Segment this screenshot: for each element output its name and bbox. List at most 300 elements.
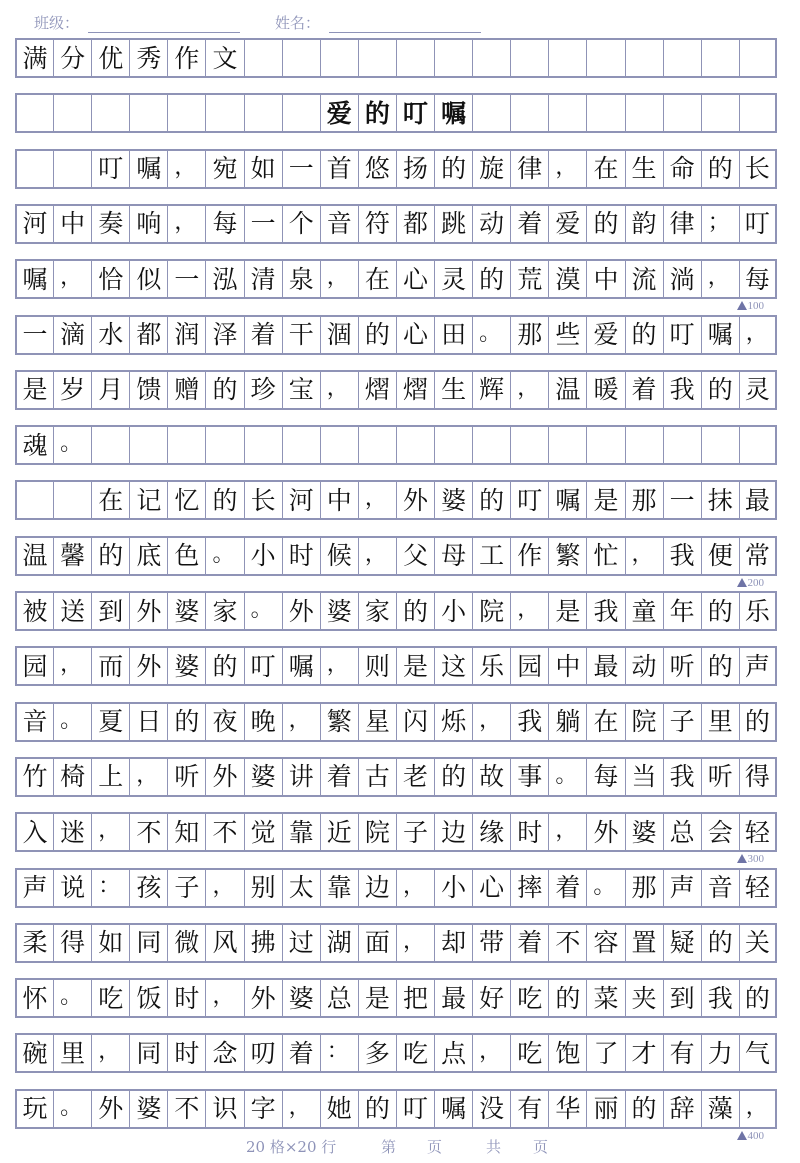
grid-cell: 上 [91, 757, 129, 797]
grid-cell: 闪 [396, 702, 434, 742]
grid-cell: 婆 [282, 978, 320, 1018]
grid-cell: 这 [434, 646, 472, 686]
grid-cell: 园 [15, 646, 53, 686]
grid-cell: 院 [625, 702, 663, 742]
class-label: 班级： [34, 14, 80, 32]
grid-cell: 爱 [586, 315, 624, 355]
grid-cell: 我 [663, 370, 701, 410]
grid-cell: 长 [244, 480, 282, 520]
grid-cell: 说 [53, 868, 91, 908]
grid-cell: 涸 [320, 315, 358, 355]
grid-cell: 藻 [701, 1089, 739, 1129]
grid-cell: 音 [701, 868, 739, 908]
grid-cell: 的 [205, 370, 243, 410]
grid-cell: 疑 [663, 923, 701, 963]
triangle-up-icon [737, 578, 747, 587]
grid-cell: 灵 [739, 370, 777, 410]
grid-cell-empty [434, 425, 472, 465]
grid-cell: ， [472, 1033, 510, 1073]
grid-cell: 着 [510, 204, 548, 244]
grid-cell: 爱 [548, 204, 586, 244]
grid-cell: ， [625, 536, 663, 576]
grid-cell: 力 [701, 1033, 739, 1073]
word-count-label: 400 [747, 1129, 764, 1142]
grid-cell-empty [129, 425, 167, 465]
grid-cell-empty [625, 38, 663, 78]
grid-cell: 得 [53, 923, 91, 963]
name-field-line[interactable] [329, 32, 481, 33]
grid-cell: 吃 [396, 1033, 434, 1073]
grid-cell: 一 [282, 149, 320, 189]
grid-cell: 叮 [510, 480, 548, 520]
grid-cell: 泉 [282, 259, 320, 299]
grid-cell: 日 [129, 702, 167, 742]
grid-cell: 带 [472, 923, 510, 963]
grid-cell: 干 [282, 315, 320, 355]
grid-cell: 吃 [510, 1033, 548, 1073]
grid-cell: 。 [53, 425, 91, 465]
grid-cell: 我 [663, 757, 701, 797]
grid-cell: 外 [396, 480, 434, 520]
grid-cell-empty [548, 425, 586, 465]
grid-cell: 里 [701, 702, 739, 742]
grid-cell: 外 [91, 1089, 129, 1129]
grid-cell: 熠 [396, 370, 434, 410]
grid-cell: 我 [663, 536, 701, 576]
grid-row [15, 315, 777, 355]
grid-cell: 那 [625, 480, 663, 520]
grid-cell: 风 [205, 923, 243, 963]
grid-row [15, 1033, 777, 1073]
grid-cell: ， [167, 149, 205, 189]
grid-row [15, 370, 777, 410]
grid-cell: 声 [739, 646, 777, 686]
grid-cell: 容 [586, 923, 624, 963]
grid-cell: 月 [91, 370, 129, 410]
grid-cell: ， [91, 1033, 129, 1073]
grid-cell: 不 [129, 812, 167, 852]
grid-cell: 泓 [205, 259, 243, 299]
grid-cell: 繁 [548, 536, 586, 576]
grid-cell: 总 [320, 978, 358, 1018]
grid-cell: 嘱 [434, 93, 472, 133]
grid-cell: 轻 [739, 812, 777, 852]
grid-row [15, 259, 777, 299]
grid-cell: 院 [358, 812, 396, 852]
grid-cell: 小 [434, 591, 472, 631]
grid-cell: 湖 [320, 923, 358, 963]
grid-cell: 的 [167, 702, 205, 742]
grid-cell-empty [282, 38, 320, 78]
grid-cell: 叮 [663, 315, 701, 355]
grid-cell: 不 [548, 923, 586, 963]
grid-cell-empty [663, 425, 701, 465]
grid-cell: 乐 [739, 591, 777, 631]
grid-cell: 每 [205, 204, 243, 244]
grid-cell-empty [244, 38, 282, 78]
grid-cell: 同 [129, 923, 167, 963]
grid-cell: ； [701, 204, 739, 244]
grid-row [15, 757, 777, 797]
grid-cell: 声 [663, 868, 701, 908]
grid-cell: 扬 [396, 149, 434, 189]
grid-cell: 别 [244, 868, 282, 908]
grid-cell: 忆 [167, 480, 205, 520]
grid-cell: 的 [434, 757, 472, 797]
grid-cell: 在 [358, 259, 396, 299]
grid-cell: 多 [358, 1033, 396, 1073]
grid-cell-empty [15, 149, 53, 189]
grid-cell: 长 [739, 149, 777, 189]
grid-cell: 靠 [282, 812, 320, 852]
grid-cell: 吃 [91, 978, 129, 1018]
grid-cell: 当 [625, 757, 663, 797]
grid-cell: 着 [625, 370, 663, 410]
grid-cell: 好 [472, 978, 510, 1018]
grid-cell-empty [548, 93, 586, 133]
grid-cell-empty [167, 93, 205, 133]
grid-cell: 摔 [510, 868, 548, 908]
grid-cell: ， [510, 370, 548, 410]
grid-cell: 心 [396, 259, 434, 299]
grid-row [15, 702, 777, 742]
grid-cell: 色 [167, 536, 205, 576]
grid-cell: 讲 [282, 757, 320, 797]
grid-cell: 都 [129, 315, 167, 355]
grid-cell: 忙 [586, 536, 624, 576]
grid-cell: 里 [53, 1033, 91, 1073]
grid-cell: 会 [701, 812, 739, 852]
grid-cell: 叮 [244, 646, 282, 686]
grid-cell: 外 [129, 591, 167, 631]
grid-cell: 时 [510, 812, 548, 852]
grid-cell: 边 [358, 868, 396, 908]
grid-cell-empty [396, 38, 434, 78]
grid-cell: 文 [205, 38, 243, 78]
grid-cell: 是 [586, 480, 624, 520]
grid-cell: 微 [167, 923, 205, 963]
grid-cell: 叮 [91, 149, 129, 189]
grid-cell: 一 [15, 315, 53, 355]
grid-cell: 。 [53, 1089, 91, 1129]
grid-cell: 的 [472, 259, 510, 299]
student-info-header [0, 8, 800, 36]
triangle-up-icon [737, 1131, 747, 1140]
grid-cell-empty [510, 425, 548, 465]
word-count-marker [737, 300, 765, 312]
grid-cell: 是 [15, 370, 53, 410]
grid-cell: 中 [320, 480, 358, 520]
grid-cell: ， [205, 868, 243, 908]
grid-cell: 记 [129, 480, 167, 520]
total-unit: 页 [533, 1138, 549, 1156]
grid-cell-empty [244, 93, 282, 133]
grid-cell: ， [320, 370, 358, 410]
page-label: 第 [381, 1138, 397, 1156]
grid-cell: 。 [205, 536, 243, 576]
grid-cell: 听 [167, 757, 205, 797]
grid-cell: 滴 [53, 315, 91, 355]
grid-cell: 馨 [53, 536, 91, 576]
grid-cell: 星 [358, 702, 396, 742]
grid-cell: 送 [53, 591, 91, 631]
grid-cell: 赠 [167, 370, 205, 410]
grid-cell: 声 [15, 868, 53, 908]
grid-cell: 把 [396, 978, 434, 1018]
grid-cell: ， [739, 1089, 777, 1129]
page-footer [0, 1136, 800, 1156]
grid-cell: 工 [472, 536, 510, 576]
grid-cell: 在 [91, 480, 129, 520]
grid-cell: 父 [396, 536, 434, 576]
grid-cell: 心 [396, 315, 434, 355]
grid-cell: 嘱 [129, 149, 167, 189]
grid-cell-empty [739, 93, 777, 133]
grid-cell: 最 [434, 978, 472, 1018]
grid-cell-empty [586, 38, 624, 78]
triangle-up-icon [737, 854, 747, 863]
title-row [15, 93, 777, 133]
grid-cell: 心 [472, 868, 510, 908]
grid-cell: 在 [586, 702, 624, 742]
grid-cell: ， [396, 923, 434, 963]
grid-cell: 叮 [396, 93, 434, 133]
grid-cell: 到 [91, 591, 129, 631]
grid-cell: ， [320, 646, 358, 686]
grid-cell-empty [701, 425, 739, 465]
grid-cell: ， [53, 646, 91, 686]
grid-cell: 椅 [53, 757, 91, 797]
grid-cell: 我 [510, 702, 548, 742]
grid-cell: 音 [15, 702, 53, 742]
grid-cell: 时 [167, 978, 205, 1018]
grid-row [15, 812, 777, 852]
grid-cell: 碗 [15, 1033, 53, 1073]
grid-cell: 的 [701, 923, 739, 963]
grid-cell: 过 [282, 923, 320, 963]
grid-cell: 了 [586, 1033, 624, 1073]
grid-cell: ， [739, 315, 777, 355]
grid-cell: 婆 [167, 646, 205, 686]
grid-cell-empty [282, 93, 320, 133]
grid-cell: ： [320, 1033, 358, 1073]
grid-cell: 家 [358, 591, 396, 631]
grid-cell-empty [53, 480, 91, 520]
grid-cell: 婆 [434, 480, 472, 520]
grid-cell: 首 [320, 149, 358, 189]
grid-cell: 没 [472, 1089, 510, 1129]
grid-cell: 华 [548, 1089, 586, 1129]
grid-cell: 分 [53, 38, 91, 78]
grid-cell: 每 [586, 757, 624, 797]
grid-cell: 每 [739, 259, 777, 299]
grid-cell: ， [167, 204, 205, 244]
grid-cell: ， [282, 1089, 320, 1129]
grid-cell: 灵 [434, 259, 472, 299]
grid-cell: 烁 [434, 702, 472, 742]
grid-cell: 轻 [739, 868, 777, 908]
grid-cell: 夜 [205, 702, 243, 742]
grid-cell: 荒 [510, 259, 548, 299]
grid-cell: 外 [282, 591, 320, 631]
grid-cell: 识 [205, 1089, 243, 1129]
grid-cell: ， [472, 702, 510, 742]
grid-cell-empty [91, 93, 129, 133]
grid-cell: 宛 [205, 149, 243, 189]
grid-cell: 着 [244, 315, 282, 355]
grid-cell-empty [701, 93, 739, 133]
grid-cell: 有 [663, 1033, 701, 1073]
grid-cell: 的 [701, 591, 739, 631]
grid-cell: 。 [53, 978, 91, 1018]
grid-row [15, 38, 777, 78]
grid-cell: 的 [434, 149, 472, 189]
grid-cell: 近 [320, 812, 358, 852]
grid-cell-empty [434, 38, 472, 78]
grid-cell-empty [472, 38, 510, 78]
grid-cell: ， [53, 259, 91, 299]
grid-cell: 园 [510, 646, 548, 686]
grid-cell: 旋 [472, 149, 510, 189]
page-unit: 页 [427, 1138, 443, 1156]
grid-cell: 外 [129, 646, 167, 686]
grid-cell: 一 [244, 204, 282, 244]
grid-cell: ， [396, 868, 434, 908]
grid-cell: 似 [129, 259, 167, 299]
grid-cell: 抹 [701, 480, 739, 520]
grid-cell: 迷 [53, 812, 91, 852]
grid-cell: 不 [167, 1089, 205, 1129]
grid-cell: 我 [586, 591, 624, 631]
grid-cell: 的 [205, 646, 243, 686]
grid-cell-empty [663, 93, 701, 133]
class-field-line[interactable] [88, 32, 240, 33]
grid-cell-empty [739, 38, 777, 78]
grid-cell: 叨 [244, 1033, 282, 1073]
grid-cell: 的 [91, 536, 129, 576]
grid-cell: ， [548, 812, 586, 852]
grid-cell: 婆 [625, 812, 663, 852]
grid-cell: ， [701, 259, 739, 299]
grid-cell-empty [358, 38, 396, 78]
grid-cell: 入 [15, 812, 53, 852]
grid-cell: 玩 [15, 1089, 53, 1129]
grid-cell: 的 [625, 315, 663, 355]
grid-cell: 常 [739, 536, 777, 576]
grid-cell: ， [129, 757, 167, 797]
grid-cell: 宝 [282, 370, 320, 410]
grid-cell: 被 [15, 591, 53, 631]
grid-cell: 河 [15, 204, 53, 244]
grid-row [15, 425, 777, 465]
grid-cell: 满 [15, 38, 53, 78]
grid-cell: 温 [548, 370, 586, 410]
grid-cell: 是 [358, 978, 396, 1018]
grid-cell: 律 [510, 149, 548, 189]
grid-cell: 缘 [472, 812, 510, 852]
grid-cell: 则 [358, 646, 396, 686]
grid-cell: 最 [586, 646, 624, 686]
grid-cell: 知 [167, 812, 205, 852]
grid-cell: 外 [586, 812, 624, 852]
grid-cell: ， [205, 978, 243, 1018]
grid-cell: 奏 [91, 204, 129, 244]
grid-cell: 躺 [548, 702, 586, 742]
grid-cell: 的 [205, 480, 243, 520]
grid-row [15, 480, 777, 520]
grid-cell-empty [53, 93, 91, 133]
grid-cell: 小 [434, 868, 472, 908]
grid-cell: ， [320, 259, 358, 299]
grid-cell: 丽 [586, 1089, 624, 1129]
grid-cell-empty [510, 38, 548, 78]
grid-cell: 子 [396, 812, 434, 852]
word-count-marker [737, 853, 765, 865]
grid-cell: 的 [701, 646, 739, 686]
grid-cell: 如 [91, 923, 129, 963]
grid-cell: 有 [510, 1089, 548, 1129]
grid-cell: 岁 [53, 370, 91, 410]
grid-cell: 嘱 [282, 646, 320, 686]
grid-cell: 悠 [358, 149, 396, 189]
grid-cell: 点 [434, 1033, 472, 1073]
grid-cell: 的 [358, 1089, 396, 1129]
grid-cell-empty [15, 93, 53, 133]
grid-cell: 乐 [472, 646, 510, 686]
grid-cell-empty [548, 38, 586, 78]
grid-cell: 韵 [625, 204, 663, 244]
grid-cell: 觉 [244, 812, 282, 852]
grid-cell: 小 [244, 536, 282, 576]
grid-cell: 润 [167, 315, 205, 355]
grid-cell-empty [510, 93, 548, 133]
grid-cell: 繁 [320, 702, 358, 742]
grid-cell: 馈 [129, 370, 167, 410]
grid-cell: 母 [434, 536, 472, 576]
grid-cell: 外 [244, 978, 282, 1018]
grid-cell: 晚 [244, 702, 282, 742]
grid-cell: 。 [586, 868, 624, 908]
grid-cell: 叮 [739, 204, 777, 244]
grid-cell: ， [510, 591, 548, 631]
grid-cell: 院 [472, 591, 510, 631]
grid-cell: 是 [548, 591, 586, 631]
grid-cell: ： [91, 868, 129, 908]
grid-cell: 的 [396, 591, 434, 631]
grid-cell: 中 [586, 259, 624, 299]
grid-cell: 嘱 [434, 1089, 472, 1129]
grid-cell: 怀 [15, 978, 53, 1018]
grid-cell: 个 [282, 204, 320, 244]
grid-cell: 夹 [625, 978, 663, 1018]
grid-cell: 嘱 [15, 259, 53, 299]
grid-cell: 童 [625, 591, 663, 631]
grid-cell-empty [244, 425, 282, 465]
grid-cell: 竹 [15, 757, 53, 797]
grid-cell: 置 [625, 923, 663, 963]
grid-cell: 生 [434, 370, 472, 410]
grid-cell: 着 [320, 757, 358, 797]
grid-cell: 。 [244, 591, 282, 631]
grid-cell: 。 [472, 315, 510, 355]
grid-row [15, 149, 777, 189]
grid-cell: 淌 [663, 259, 701, 299]
grid-cell-empty [320, 425, 358, 465]
grid-cell: 我 [701, 978, 739, 1018]
grid-cell-empty [15, 480, 53, 520]
grid-row [15, 646, 777, 686]
grid-row [15, 204, 777, 244]
